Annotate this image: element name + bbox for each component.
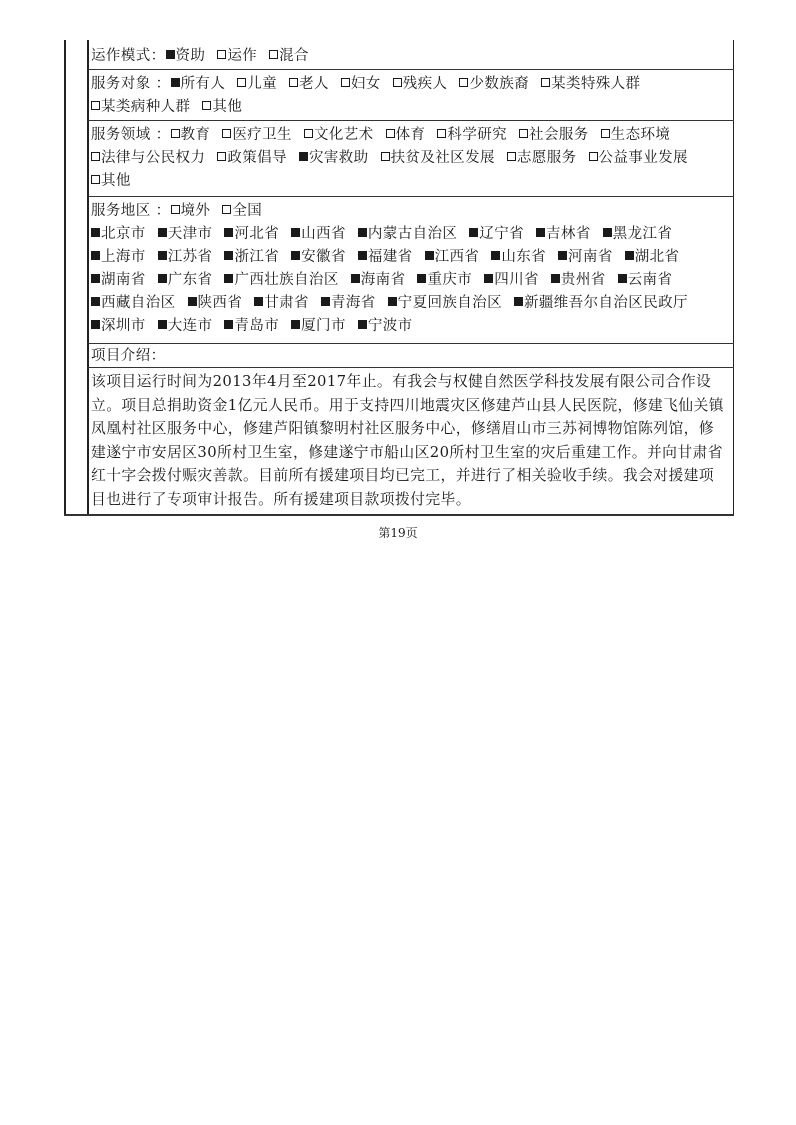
service-field-option-label: 教育 [180, 127, 211, 143]
service-region-option-label: 山西省 [301, 226, 346, 242]
operation-mode-option [217, 48, 257, 64]
service-field-option-label: 生态环境 [610, 127, 671, 143]
service-region-option-label: 西藏自治区 [101, 295, 176, 311]
row-divider [87, 120, 734, 121]
service-target-option [237, 76, 277, 92]
service-region-option-label: 贵州省 [560, 272, 606, 288]
service-field-option-label: 其他 [101, 173, 131, 189]
service-region-option-label: 吉林省 [546, 226, 591, 242]
service-region-option [224, 272, 338, 288]
service-field-option [217, 150, 287, 166]
checked-box-icon [291, 320, 300, 329]
service-region-option-label: 重庆市 [427, 272, 473, 288]
service-region-option-label: 陕西省 [197, 295, 243, 311]
service-field-option [91, 173, 131, 189]
table-inner-border [87, 40, 89, 516]
unchecked-box-icon [237, 78, 246, 87]
unchecked-box-icon [202, 101, 211, 110]
operation-mode-option-label: 运作 [227, 48, 258, 64]
service-target-option [289, 76, 329, 92]
service-region-option [321, 295, 376, 311]
service-region-option [491, 249, 546, 265]
checked-box-icon [514, 297, 523, 306]
service-region-option [291, 249, 346, 265]
checked-box-icon [91, 274, 100, 283]
service-region-option-label: 云南省 [627, 272, 673, 288]
row-divider [87, 69, 734, 70]
service-field-option [507, 150, 577, 166]
checked-box-icon [158, 274, 167, 283]
service-region-option [351, 272, 406, 288]
service-region-option [224, 318, 279, 334]
service-region-option [224, 249, 279, 265]
checked-box-icon [224, 228, 233, 237]
service-region-option [536, 226, 591, 242]
service-scope-options [171, 203, 270, 219]
table-bottom-border [64, 514, 734, 516]
service-region-option-label: 青岛市 [234, 318, 280, 334]
table-right-border [733, 40, 734, 516]
service-region-option [91, 318, 146, 334]
checked-box-icon [358, 251, 367, 260]
service-region-option [484, 272, 539, 288]
unchecked-box-icon [222, 129, 231, 138]
service-region-option-label: 安徽省 [301, 249, 346, 265]
checked-box-icon [91, 297, 100, 306]
page-number: 第19页 [378, 526, 418, 540]
unchecked-box-icon [459, 78, 468, 87]
service-target-options [91, 76, 647, 115]
checked-box-icon [299, 152, 308, 161]
service-region-option [291, 226, 346, 242]
service-field-option-label: 法律与公民权力 [101, 150, 206, 166]
service-region-option-label: 江西省 [434, 249, 480, 265]
checked-box-icon [625, 251, 634, 260]
service-target-row [91, 73, 727, 119]
checked-box-icon [188, 297, 197, 306]
operation-mode-options [166, 48, 316, 64]
service-region-option [158, 226, 213, 242]
service-region-option-label: 江苏省 [167, 249, 213, 265]
unchecked-box-icon [381, 152, 390, 161]
service-region-option-label: 上海市 [101, 249, 146, 265]
checked-box-icon [618, 274, 627, 283]
service-field-option-label: 体育 [395, 127, 426, 143]
service-region-options [91, 226, 695, 334]
checked-box-icon [254, 297, 263, 306]
checked-box-icon [358, 228, 367, 237]
unchecked-box-icon [304, 129, 313, 138]
service-target-option [91, 99, 190, 115]
service-target-option [459, 76, 529, 92]
unchecked-box-icon [519, 129, 528, 138]
service-region-option-label: 辽宁省 [479, 226, 524, 242]
service-region-option-label: 浙江省 [234, 249, 280, 265]
service-region-option-label: 宁夏回族自治区 [397, 295, 502, 311]
service-field-option-label: 科学研究 [447, 127, 508, 143]
checked-box-icon [603, 228, 612, 237]
service-scope-option-label: 全国 [232, 203, 263, 219]
service-region-option-label: 青海省 [330, 295, 376, 311]
service-target-option [202, 99, 242, 115]
unchecked-box-icon [437, 129, 446, 138]
unchecked-box-icon [289, 78, 298, 87]
checked-box-icon [388, 297, 397, 306]
unchecked-box-icon [541, 78, 550, 87]
service-field-option-label: 政策倡导 [227, 150, 287, 166]
service-field-options [91, 127, 695, 189]
service-field-option-label: 扶贫及社区发展 [390, 150, 495, 166]
row-divider [87, 196, 734, 197]
service-region-option [388, 295, 502, 311]
service-region-option [224, 226, 279, 242]
checked-box-icon [536, 228, 545, 237]
unchecked-box-icon [386, 129, 395, 138]
service-target-option [171, 76, 226, 92]
service-area-row [91, 200, 727, 338]
service-area-label: 服务地区 ： [91, 203, 171, 219]
service-field-option [386, 127, 426, 143]
service-region-option [358, 318, 413, 334]
service-field-option [437, 127, 507, 143]
service-region-option [91, 272, 146, 288]
checked-box-icon [558, 251, 567, 260]
service-target-option-label: 残疾人 [402, 76, 448, 92]
service-region-option-label: 宁波市 [367, 318, 413, 334]
service-field-option [519, 127, 589, 143]
unchecked-box-icon [91, 175, 100, 184]
service-region-option [91, 295, 176, 311]
service-region-option-label: 广东省 [167, 272, 213, 288]
checked-box-icon [91, 228, 100, 237]
service-field-option [304, 127, 374, 143]
project-intro-label: 项目介绍： [91, 348, 166, 364]
service-field-option-label: 文化艺术 [313, 127, 374, 143]
service-region-option [469, 226, 524, 242]
service-region-option [158, 272, 213, 288]
service-region-option [91, 226, 146, 242]
checked-box-icon [158, 228, 167, 237]
service-field-option-label: 灾害救助 [308, 150, 369, 166]
checked-box-icon [551, 274, 560, 283]
service-field-option-label: 公益事业发展 [598, 150, 688, 166]
service-region-option-label: 北京市 [101, 226, 146, 242]
service-field-option [381, 150, 495, 166]
service-region-option-label: 厦门市 [301, 318, 346, 334]
service-scope-option [171, 203, 211, 219]
checked-box-icon [321, 297, 330, 306]
unchecked-box-icon [341, 78, 350, 87]
unchecked-box-icon [171, 205, 180, 214]
service-target-option [541, 76, 640, 92]
service-region-option [158, 318, 213, 334]
service-region-option [558, 249, 613, 265]
service-field-option-label: 医疗卫生 [232, 127, 292, 143]
service-region-option-label: 河北省 [234, 226, 280, 242]
checked-box-icon [358, 320, 367, 329]
service-region-option [618, 272, 673, 288]
service-region-option [625, 249, 680, 265]
unchecked-box-icon [507, 152, 516, 161]
service-region-option-label: 湖北省 [634, 249, 680, 265]
service-region-option-label: 大连市 [167, 318, 213, 334]
service-region-option-label: 甘肃省 [264, 295, 309, 311]
service-region-option [603, 226, 673, 242]
service-region-option [551, 272, 606, 288]
operation-mode-option [166, 48, 206, 64]
checked-box-icon [291, 228, 300, 237]
checked-box-icon [91, 251, 100, 260]
service-target-option-label: 所有人 [180, 76, 226, 92]
service-field-option [171, 127, 211, 143]
table-left-border [64, 40, 66, 516]
unchecked-box-icon [171, 129, 180, 138]
checked-box-icon [291, 251, 300, 260]
operation-mode-label: 运作模式： [91, 48, 166, 64]
service-field-option [222, 127, 292, 143]
service-field-option [299, 150, 369, 166]
service-target-label: 服务对象 ： [91, 76, 171, 92]
service-region-option [358, 226, 457, 242]
service-region-option [417, 272, 472, 288]
service-target-option-label: 儿童 [247, 76, 278, 92]
unchecked-box-icon [91, 152, 100, 161]
service-region-option-label: 福建省 [367, 249, 413, 265]
checked-box-icon [158, 320, 167, 329]
checked-box-icon [484, 274, 493, 283]
checked-box-icon [425, 251, 434, 260]
service-region-option-label: 黑龙江省 [612, 226, 673, 242]
service-target-option [341, 76, 381, 92]
checked-box-icon [417, 274, 426, 283]
operation-mode-row [91, 45, 727, 68]
service-region-option-label: 山东省 [501, 249, 547, 265]
service-field-row [91, 124, 727, 193]
unchecked-box-icon [269, 50, 278, 59]
service-region-option [188, 295, 243, 311]
service-region-option [358, 249, 413, 265]
checked-box-icon [224, 274, 233, 283]
service-region-option [91, 249, 146, 265]
unchecked-box-icon [589, 152, 598, 161]
service-region-option-label: 四川省 [494, 272, 539, 288]
checked-box-icon [171, 78, 180, 87]
service-region-option [291, 318, 346, 334]
service-target-option [393, 76, 448, 92]
checked-box-icon [491, 251, 500, 260]
unchecked-box-icon [393, 78, 402, 87]
checked-box-icon [166, 50, 175, 59]
service-region-option-label: 河南省 [568, 249, 613, 265]
operation-mode-option-label: 混合 [279, 48, 309, 64]
service-target-option-label: 某类特殊人群 [551, 76, 641, 92]
service-region-option [425, 249, 480, 265]
service-target-option-label: 少数族裔 [469, 76, 530, 92]
service-target-option-label: 妇女 [350, 76, 381, 92]
service-scope-option-label: 境外 [180, 203, 211, 219]
service-field-option-label: 志愿服务 [516, 150, 577, 166]
service-region-option [514, 295, 688, 311]
service-region-option-label: 天津市 [167, 226, 213, 242]
unchecked-box-icon [217, 152, 226, 161]
service-region-option [158, 249, 213, 265]
service-region-option-label: 湖南省 [101, 272, 146, 288]
service-region-option [254, 295, 309, 311]
checked-box-icon [351, 274, 360, 283]
service-field-label: 服务领域 ： [91, 127, 171, 143]
service-scope-option [222, 203, 262, 219]
service-field-option [589, 150, 688, 166]
service-field-option-label: 社会服务 [529, 127, 589, 143]
checked-box-icon [91, 320, 100, 329]
unchecked-box-icon [222, 205, 231, 214]
operation-mode-option-label: 资助 [175, 48, 206, 64]
operation-mode-option [269, 48, 309, 64]
unchecked-box-icon [91, 101, 100, 110]
checked-box-icon [469, 228, 478, 237]
service-region-option-label: 新疆维吾尔自治区民政厅 [524, 295, 688, 311]
service-region-option-label: 海南省 [360, 272, 406, 288]
checked-box-icon [224, 251, 233, 260]
service-target-option-label: 其他 [212, 99, 243, 115]
checked-box-icon [158, 251, 167, 260]
unchecked-box-icon [601, 129, 610, 138]
service-field-option [601, 127, 671, 143]
service-target-option-label: 老人 [299, 76, 329, 92]
service-region-option-label: 内蒙古自治区 [367, 226, 458, 242]
service-region-option-label: 广西壮族自治区 [234, 272, 339, 288]
service-region-option-label: 深圳市 [101, 318, 146, 334]
project-intro-label-row [91, 345, 727, 368]
service-target-option-label: 某类病种人群 [101, 99, 191, 115]
unchecked-box-icon [217, 50, 226, 59]
row-divider [87, 343, 734, 344]
service-field-option [91, 150, 205, 166]
project-intro-text: 该项目运行时间为2013年4月至2017年止。有我会与权健自然医学科技发展有限公司合作设立。项目总捐助资金1亿元人民币。用于支持四川地震灾区修建芦山县人民医院，修建飞仙关镇凤凰村社区服务中心，修建芦阳镇黎明村社区服务中心，修缮眉山市三苏祠博物馆陈列馆，修建遂宁市安居区30所村卫生室，修建遂宁市船山区20所村卫生室的灾后重建工作。并向甘肃省红十字会拨付赈灾善款。目前所有援建项目均已完工，并进行了相关验收手续。我会对援建项目也进行了专项审计报告。所有援建项目款项拨付完毕。 [91, 373, 724, 508]
checked-box-icon [224, 320, 233, 329]
